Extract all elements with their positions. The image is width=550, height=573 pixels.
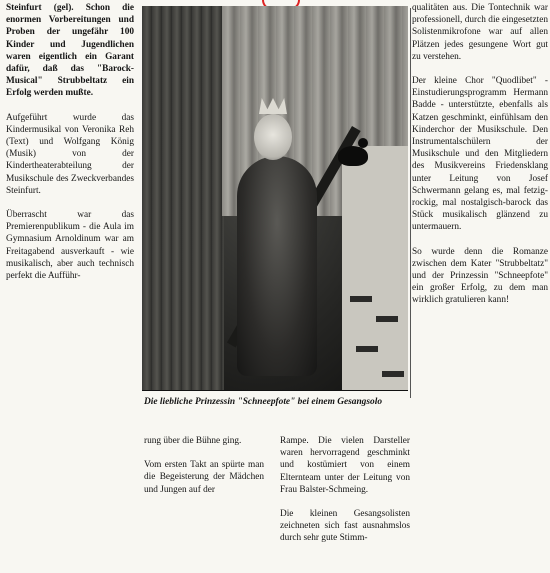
stage-photo bbox=[142, 6, 408, 391]
photo-performer-face bbox=[254, 114, 292, 160]
article-column-bottom-left bbox=[144, 435, 264, 508]
article-paragraph: rung über die Bühne ging. bbox=[144, 436, 242, 446]
article-column-bottom-right bbox=[280, 435, 410, 557]
article-paragraph: Der kleine Chor "Quodlibet" - Einstudierungsprogramm Hermann Badde - unterstützte, ebenfalls als Katzen geschminkt, einfühlsam den Kinderchor der Musikschule. Den Instrumentalschülern der Musikschule und den Mitgliedern des Musikvereins Friedensklang unter Leitung von Josef Schwermann gelang es, mal fetzig-rockig, mal nostalgisch-barock das Stück musikalisch glänzend zu untermauern. bbox=[412, 76, 548, 233]
photo-cat-silhouette bbox=[338, 146, 368, 166]
photo-brick bbox=[356, 346, 378, 352]
article-paragraph: qualitäten aus. Die Tontechnik war professionell, durch die eingesetzten Solistenmikrofone war auf allen Plätzen jedes gesungene Wort gut zu verstehen. bbox=[412, 3, 548, 62]
photo-brick bbox=[376, 316, 398, 322]
article-column-right bbox=[412, 2, 548, 319]
article-paragraph: Aufgeführt wurde das Kindermusikal von Veronika Reh (Text) und Wolfgang König (Musik) von der Kindertheaterabteilung der Musikschule des Zweckverbandes Steinfurt. bbox=[6, 112, 134, 196]
photo-brick bbox=[350, 296, 372, 302]
article-column-left bbox=[6, 2, 134, 294]
article-paragraph: Rampe. Die vielen Darsteller waren hervorragend geschminkt und kostümiert von einem Elternteam unter der Leitung von Frau Balster-Schmeing. bbox=[280, 436, 410, 495]
photo-caption: Die liebliche Prinzessin "Schneepfote" bei einem Gesangsolo bbox=[144, 397, 383, 407]
article-paragraph: So wurde denn die Romanze zwischen dem Kater "Strubbeltatz" und der Prinzessin "Schneepfote" ein großer Erfolg, zu dem man wirklich gratulieren kann! bbox=[412, 246, 548, 306]
photo-brick bbox=[382, 371, 404, 377]
article-paragraph: Vom ersten Takt an spürte man die Begeisterung der Mädchen und Jungen auf der bbox=[144, 460, 264, 495]
article-paragraph: Die kleinen Gesangsolisten zeichneten sich fast ausnahmslos durch sehr gute Stimm- bbox=[280, 509, 410, 544]
photo-stage-wall bbox=[342, 146, 408, 390]
article-lead-paragraph: Steinfurt (gel). Schon die enormen Vorbereitungen und Proben der ungefähr 100 Kinder und Jugendlichen waren eigentlich ein Garant dafür, daß das "Barock-Musical" Strubbeltatz ein Erfolg werden mußte. bbox=[6, 3, 134, 99]
column-divider bbox=[410, 8, 411, 398]
photo-curtain-dark bbox=[142, 6, 224, 390]
photo-performer-costume bbox=[237, 156, 317, 376]
article-paragraph: Überrascht war das Premierenpublikum - die Aula im Gymnasium Arnoldinum war am Freitagabend ausverkauft - wie musikalisch, aber auch technisch perfekt die Aufführ- bbox=[6, 210, 134, 282]
